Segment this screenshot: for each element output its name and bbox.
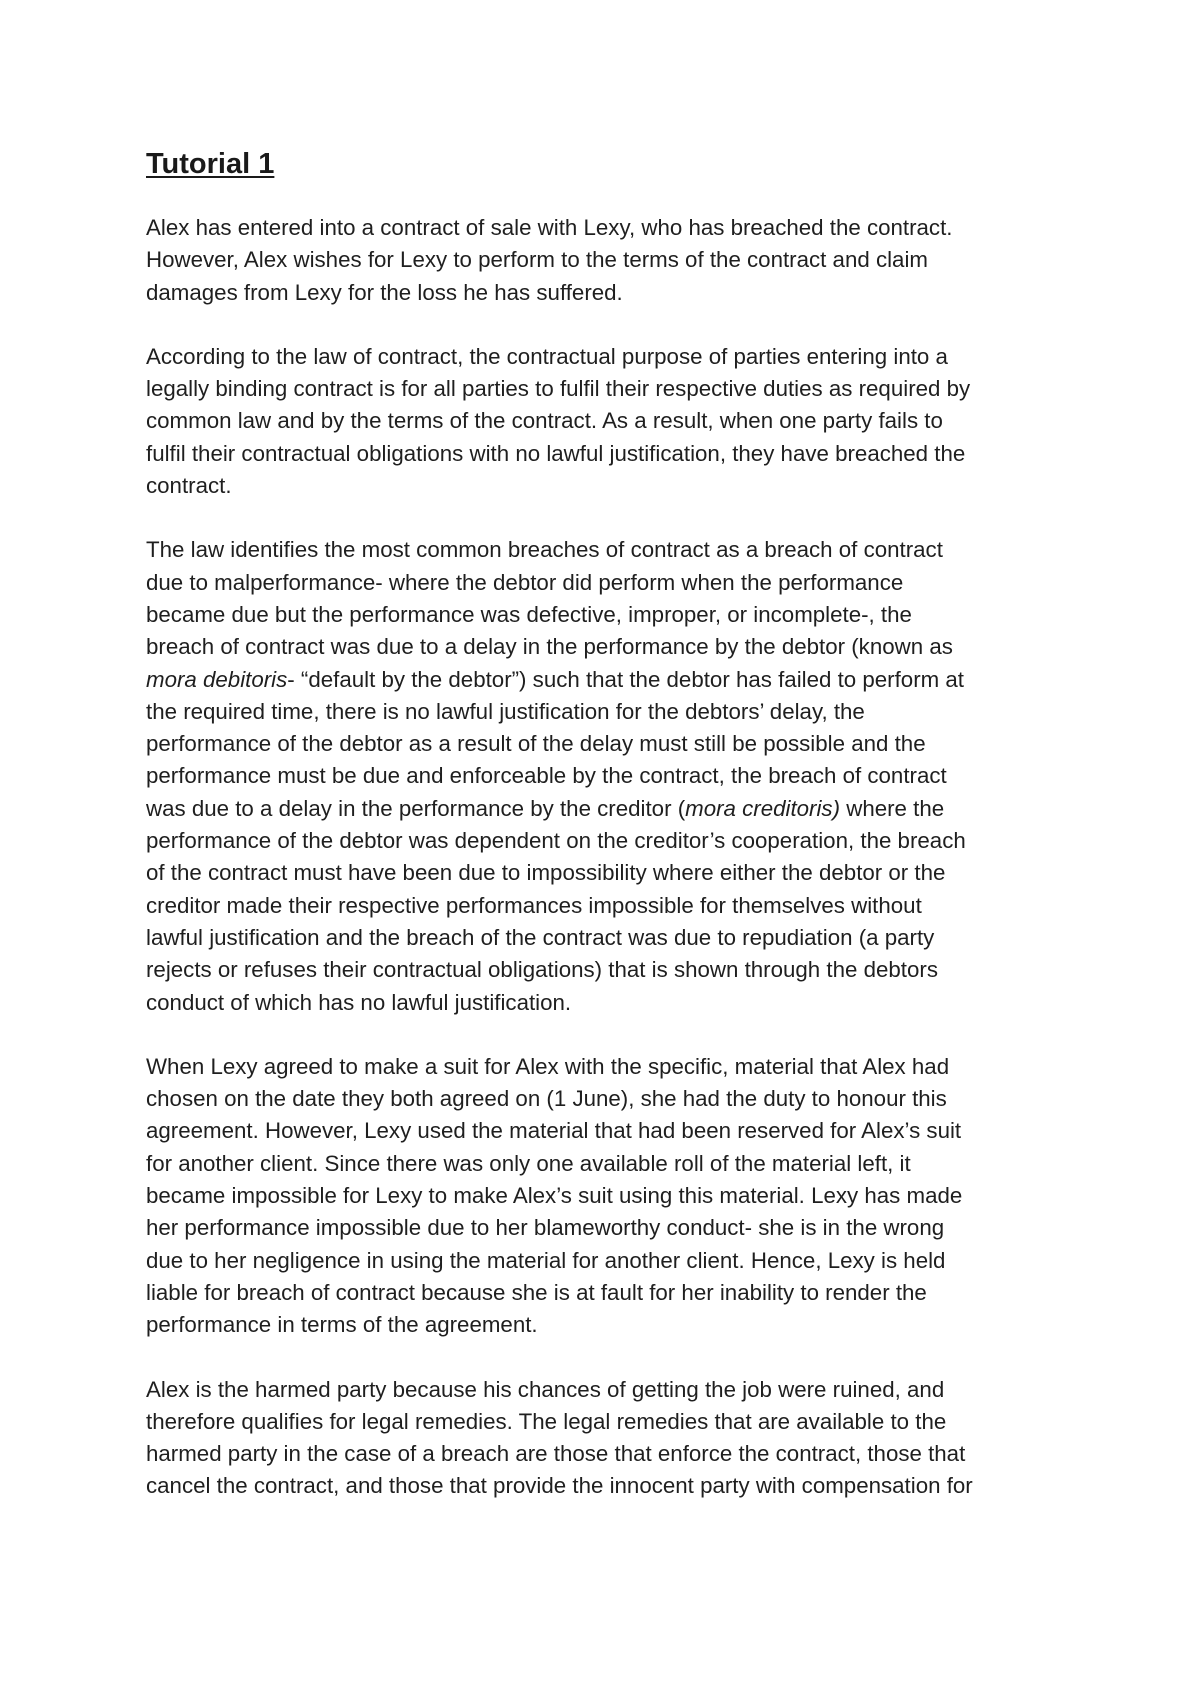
text-segment: performance of the debtor was dependent on the creditor’s cooperation, the breach (146, 828, 966, 854)
text-line (146, 922, 1066, 954)
text-line (146, 438, 1066, 470)
paragraph (146, 1374, 1066, 1503)
text-segment: damages from Lexy for the loss he has suffered. (146, 279, 623, 305)
text-segment: creditor made their respective performances impossible for themselves without (146, 892, 922, 918)
text-line (146, 212, 1066, 244)
text-line (146, 1180, 1066, 1212)
text-segment: became due but the performance was defective, improper, or incomplete-, the (146, 601, 912, 627)
text-segment: performance of the debtor as a result of the delay must still be possible and the (146, 731, 926, 757)
text-line (146, 825, 1066, 857)
text-segment: fulfil their contractual obligations with no lawful justification, they have breached the (146, 440, 966, 466)
text-segment: performance in terms of the agreement. (146, 1312, 538, 1338)
text-line (146, 1083, 1066, 1115)
text-segment: conduct of which has no lawful justification. (146, 989, 572, 1015)
text-line (146, 373, 1066, 405)
text-line (146, 534, 1066, 566)
text-line (146, 1148, 1066, 1180)
text-line (146, 890, 1066, 922)
text-line (146, 1245, 1066, 1277)
text-segment: Alex is the harmed party because his chances of getting the job were ruined, and (146, 1376, 945, 1402)
text-line (146, 599, 1066, 631)
text-line (146, 760, 1066, 792)
text-line (146, 1309, 1066, 1341)
text-segment: liable for breach of contract because she is at fault for her inability to render the (146, 1279, 927, 1305)
text-segment: The law identifies the most common breaches of contract as a breach of contract (146, 537, 943, 563)
text-segment: chosen on the date they both agreed on (1 June), she had the duty to honour this (146, 1086, 947, 1112)
italic-term: mora creditoris) (685, 795, 841, 821)
text-line (146, 1438, 1066, 1470)
text-line (146, 987, 1066, 1019)
text-line (146, 696, 1066, 728)
text-line (146, 1470, 1066, 1502)
text-segment: harmed party in the case of a breach are those that enforce the contract, those that (146, 1441, 966, 1467)
text-segment: where the (840, 795, 945, 821)
text-segment: common law and by the terms of the contract. As a result, when one party fails to (146, 408, 943, 434)
text-segment: the required time, there is no lawful justification for the debtors’ delay, the (146, 698, 865, 724)
text-segment: legally binding contract is for all parties to fulfil their respective duties as required by (146, 376, 971, 402)
text-segment: of the contract must have been due to impossibility where either the debtor or the (146, 860, 946, 886)
text-segment: therefore qualifies for legal remedies. The legal remedies that are available to the (146, 1408, 947, 1434)
text-line (146, 1406, 1066, 1438)
text-line (146, 664, 1066, 696)
text-segment: However, Alex wishes for Lexy to perform to the terms of the contract and claim (146, 247, 928, 273)
text-line (146, 244, 1066, 276)
paragraph (146, 1051, 1066, 1342)
text-segment: lawful justification and the breach of the contract was due to repudiation (a party (146, 924, 935, 950)
text-segment: rejects or refuses their contractual obligations) that is shown through the debtors (146, 957, 938, 983)
text-line (146, 1374, 1066, 1406)
text-line (146, 954, 1066, 986)
paragraph (146, 212, 1066, 309)
paragraphs (146, 212, 1066, 1503)
text-line (146, 1115, 1066, 1147)
text-line (146, 857, 1066, 889)
paragraph (146, 534, 1066, 1018)
text-line (146, 631, 1066, 663)
text-line (146, 341, 1066, 373)
text-line (146, 567, 1066, 599)
text-segment: due to malperformance- where the debtor did perform when the performance (146, 569, 904, 595)
text-segment: was due to a delay in the performance by the creditor ( (146, 795, 686, 821)
text-segment: contract. (146, 473, 232, 499)
text-segment: agreement. However, Lexy used the material that had been reserved for Alex’s suit (146, 1118, 962, 1144)
text-segment: cancel the contract, and those that provide the innocent party with compensation for (146, 1473, 973, 1499)
document-body (146, 144, 1066, 1535)
text-segment: her performance impossible due to her blameworthy conduct- she is in the wrong (146, 1215, 945, 1241)
text-segment: for another client. Since there was only one available roll of the material left, it (146, 1150, 911, 1176)
text-line (146, 405, 1066, 437)
text-segment: - “default by the debtor”) such that the debtor has failed to perform at (287, 666, 964, 692)
text-line (146, 728, 1066, 760)
text-segment: breach of contract was due to a delay in the performance by the debtor (known as (146, 634, 953, 660)
text-line (146, 793, 1066, 825)
text-line (146, 470, 1066, 502)
text-line (146, 277, 1066, 309)
text-segment: due to her negligence in using the material for another client. Hence, Lexy is held (146, 1247, 946, 1273)
text-segment: When Lexy agreed to make a suit for Alex with the specific, material that Alex had (146, 1053, 950, 1079)
text-segment: According to the law of contract, the contractual purpose of parties entering into a (146, 343, 948, 369)
italic-term: mora debitoris (146, 666, 288, 692)
text-segment: Alex has entered into a contract of sale with Lexy, who has breached the contract. (146, 215, 953, 240)
text-segment: performance must be due and enforceable by the contract, the breach of contract (146, 763, 947, 789)
text-line (146, 1051, 1066, 1083)
document-title: Tutorial 1 (146, 148, 275, 180)
text-line (146, 1277, 1066, 1309)
paragraph (146, 341, 1066, 502)
text-line (146, 1212, 1066, 1244)
text-segment: became impossible for Lexy to make Alex’s suit using this material. Lexy has made (146, 1183, 963, 1209)
